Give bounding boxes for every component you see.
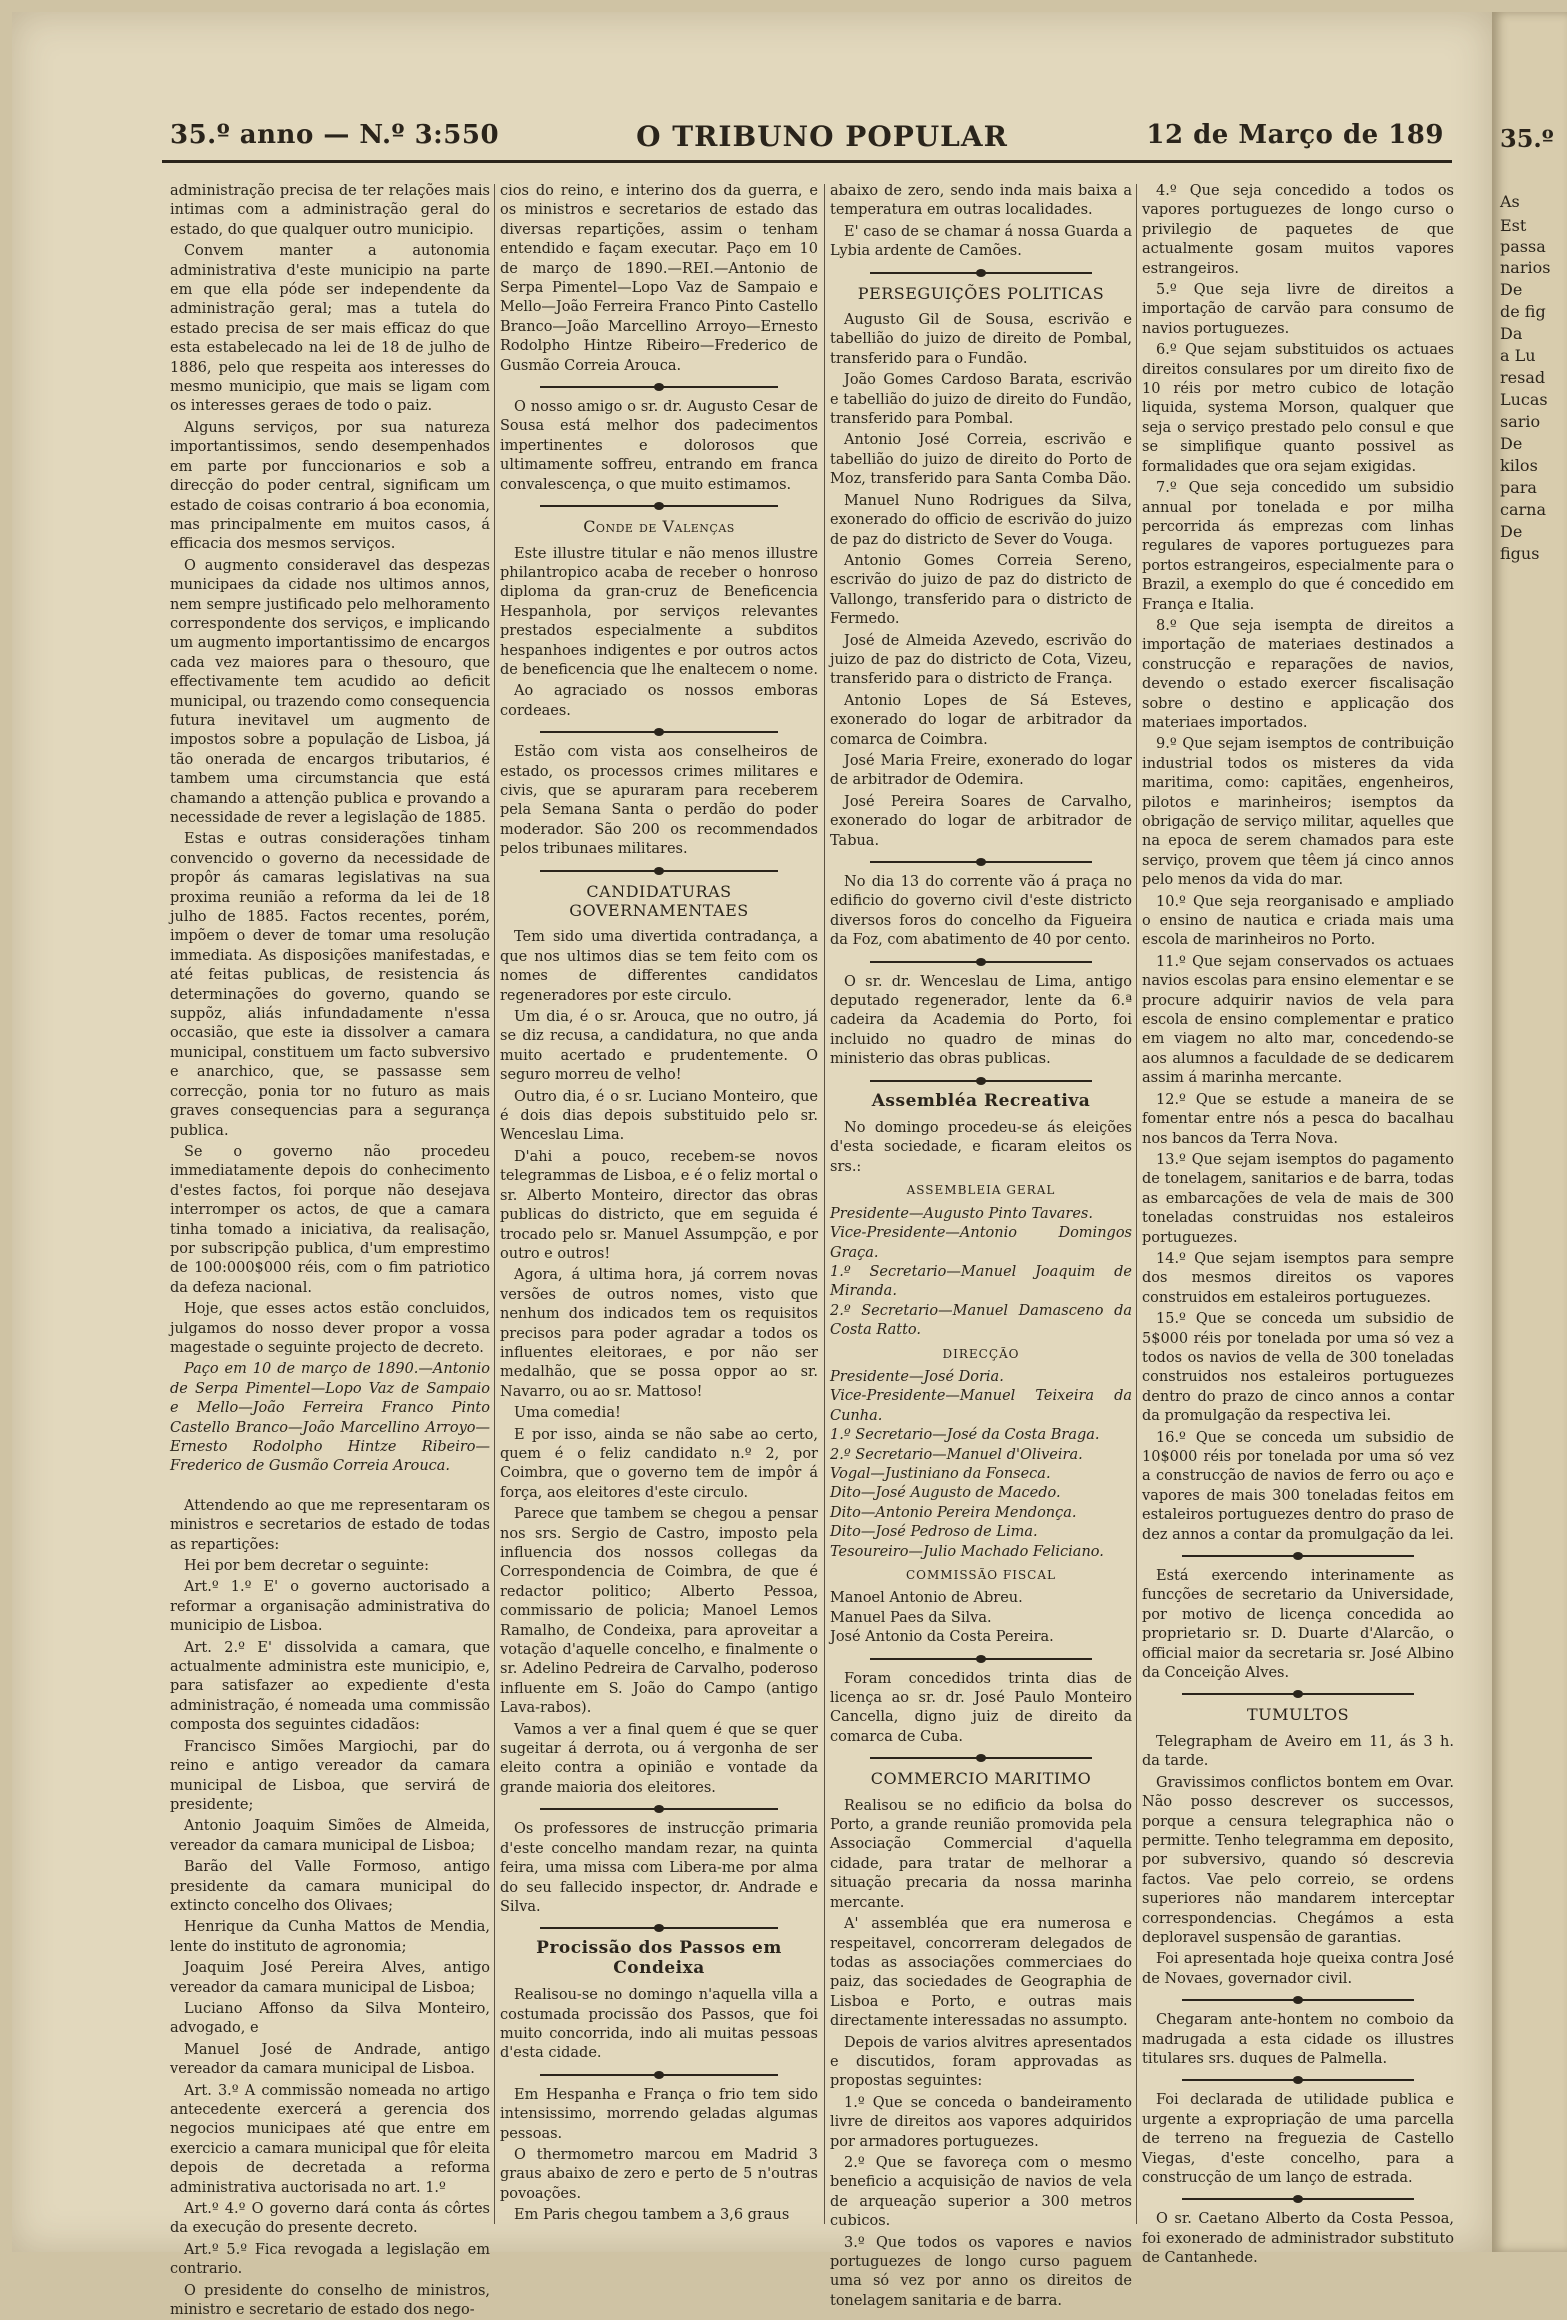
paragraph: Art.º 1.º E' o governo auctorisado a reformar a organisação administrativa do municipio de Lisboa. xyxy=(170,1579,490,1635)
separator xyxy=(870,1658,1092,1660)
column-2 xyxy=(500,182,818,2242)
list-item: 5.º Que seja livre de direitos a importação de carvão para consumo de navios portuguezes. xyxy=(1142,282,1454,337)
next-page-fragment: para xyxy=(1500,478,1537,497)
list-item: Dito—José Augusto de Macedo. xyxy=(830,1485,1061,1502)
list-item: Dito—Antonio Pereira Mendonça. xyxy=(830,1504,1077,1521)
list-item: Antonio Gomes Correia Sereno, escrivão do juizo de paz do districto de Vallongo, transferido para o districto de Fermedo. xyxy=(830,552,1132,628)
list-item: 6.º Que sejam substituidos os actuaes direitos consulares por um direito fixo de 10 réis por metro cubico de lotação liquida, systema Morson, qualquer que seja o serviço prestado pelo consul e que se simplifique quanto possivel as formalidades que ora sejam exigidas. xyxy=(1142,342,1454,475)
separator xyxy=(540,731,778,733)
column-1 xyxy=(170,182,490,2319)
paragraph: Estão com vista aos conselheiros de estado, os processos crimes militares e civis, que se apuraram para receberem pela Semana Santa o perdão do poder moderador. São 200 os recommendados pelos tribunaes militares. xyxy=(500,744,818,858)
paragraph: Joaquim José Pereira Alves, antigo vereador da camara municipal de Lisboa; xyxy=(170,1960,490,1996)
paragraph: Antonio Joaquim Simões de Almeida, vereador da camara municipal de Lisboa; xyxy=(170,1818,490,1854)
separator xyxy=(540,1927,778,1929)
paragraph: No dia 13 do corrente vão á praça no edificio do governo civil d'este districto diversos foros do concelho da Figueira da Foz, com abatimento de 40 por cento. xyxy=(830,874,1132,949)
list-item: Vice-Presidente—Manuel Teixeira da Cunha. xyxy=(830,1388,1132,1424)
separator xyxy=(540,2074,778,2076)
paragraph: abaixo de zero, sendo inda mais baixa a temperatura em outras localidades. xyxy=(830,183,1132,219)
list-item: 8.º Que seja isempta de direitos a importação de materiaes destinados a construcção e reparações de navios, devendo o estado exercer fiscalisação sobre o destino e applicação dos materiaes importados. xyxy=(1142,617,1454,731)
section-heading: PERSEGUIÇÕES POLITICAS xyxy=(857,283,1105,303)
newspaper-page xyxy=(12,12,1492,2319)
paragraph: O presidente do conselho de ministros, ministro e secretario de estado dos nego- xyxy=(170,2282,490,2319)
subheading: ASSEMBLEIA GERAL xyxy=(906,1183,1056,1198)
list-item: 9.º Que sejam isemptos de contribuição industrial todos os misteres da vida maritima, como: capitães, engenheiros, pilotos e marinheiros; isemptos da obrigação de serviço militar, aquelles que na epoca de serem chamados para este serviço, provem que têem já cinco annos pelo menos da vida do mar. xyxy=(1142,736,1454,889)
masthead xyxy=(162,120,1452,163)
separator xyxy=(1182,1999,1414,2001)
paragraph: Realisou se no edificio da bolsa do Porto, a grande reunião promovida pela Associação Commercial d'aquella cidade, para tratar de melhorar a situação precaria da nossa marinha mercante. xyxy=(830,1797,1132,1911)
subheading: COMMISSÃO FISCAL xyxy=(906,1568,1056,1582)
paragraph: 2.º Que se favoreça com o mesmo beneficio a acquisição de navios de vela de arqueação superior a 300 metros cubicos. xyxy=(830,2154,1132,2230)
paragraph: Uma comedia! xyxy=(514,1405,621,1422)
list-item: 4.º Que seja concedido a todos os vapores portuguezes de longo curso o privilegio de paquetes de que actualmente gosam muitos vapores estrangeiros. xyxy=(1142,183,1454,277)
section-heading: Conde de Valenças xyxy=(583,517,735,537)
newspaper-title: O TRIBUNO POPULAR xyxy=(636,120,1008,153)
separator xyxy=(1182,2079,1414,2081)
separator xyxy=(1182,1693,1414,1695)
paragraph: Hoje, que esses actos estão concluidos, julgamos do nosso dever propor a vossa magestade o seguinte projecto de decreto. xyxy=(170,1301,490,1356)
list-item: Manuel Paes da Silva. xyxy=(830,1609,992,1626)
paragraph: administração precisa de ter relações mais intimas com a administração geral do estado, do que qualquer outro municipio. xyxy=(170,183,490,238)
list-item: Tesoureiro—Julio Machado Feliciano. xyxy=(830,1543,1104,1560)
list-item: 10.º Que seja reorganisado e ampliado o ensino de nautica e criada mais uma escola de marinheiros no Porto. xyxy=(1142,893,1454,949)
list-item: João Gomes Cardoso Barata, escrivão e tabellião do juizo de direito do Fundão, transferido para Pombal. xyxy=(830,372,1132,428)
paragraph: Foram concedidos trinta dias de licença ao sr. dr. José Paulo Monteiro Cancella, digno juiz de direito da comarca de Cuba. xyxy=(830,1670,1132,1745)
paragraph: Art.º 4.º O governo dará conta ás côrtes da execução do presente decreto. xyxy=(170,2201,490,2237)
list-item: José Antonio da Costa Pereira. xyxy=(830,1629,1054,1646)
paragraph: Manuel José de Andrade, antigo vereador da camara municipal de Lisboa. xyxy=(170,2041,490,2078)
separator xyxy=(870,1757,1092,1759)
next-page-edge xyxy=(1492,12,1567,2252)
paragraph: Outro dia, é o sr. Luciano Monteiro, que é dois dias depois substituido pelo sr. Wenceslau Lima. xyxy=(500,1088,818,1144)
paragraph: Art. 2.º E' dissolvida a camara, que actualmente administra este municipio, e, para satisfazer ao expediente d'esta administração, é nomeada uma commissão composta dos seguintes cidadãos: xyxy=(170,1639,490,1734)
paragraph: Francisco Simões Margiochi, par do reino e antigo vereador da camara municipal de Lisboa, que servirá de presidente; xyxy=(170,1738,490,1813)
paragraph: E' caso de se chamar á nossa Guarda a Lybia ardente de Camões. xyxy=(830,223,1132,260)
list-item: Manuel Nuno Rodrigues da Silva, exonerado do officio de escrivão do juizo de paz do districto de Sever do Vouga. xyxy=(830,492,1132,548)
list-item: 13.º Que sejam isemptos do pagamento de tonelagem, sanitarios e de barra, todas as embarcações de vela de mais de 300 toneladas construidas nos estaleiros portuguezes. xyxy=(1142,1151,1454,1246)
paragraph: Foi apresentada hoje queixa contra José de Novaes, governador civil. xyxy=(1142,1951,1454,1987)
list-item: José Maria Freire, exonerado do logar de arbitrador de Odemira. xyxy=(830,752,1132,789)
paragraph: Attendendo ao que me representaram os ministros e secretarios de estado de todas as repartições: xyxy=(170,1497,490,1553)
paragraph: O augmento consideravel das despezas municipaes da cidade nos ultimos annos, nem sempre justificado pelo melhoramento correspondente dos serviços, e implicando um augmento importantissimo de encargos cada vez maiores para o thesouro, que effectivamente tem acudido ao deficit municipal, ou trazendo como consequencia futura inevitavel um augmento de impostos sobre a população de Lisboa, já tão onerada de encargos tributarios, é tambem uma circumstancia que está chamando a attenção publica e provando a necessidade de rever a legislação de 1885. xyxy=(170,557,490,826)
list-item: Antonio Lopes de Sá Esteves, exonerado do logar de arbitrador da comarca de Coimbra. xyxy=(830,692,1132,748)
list-item: Presidente—Augusto Pinto Tavares. xyxy=(830,1205,1093,1222)
list-item: 16.º Que se conceda um subsidio de 10$000 réis por tonelada por uma só vez a construcção de navios de ferro ou aço e vapores de mais 300 toneladas feitos em estaleiros portuguezes dentro do praso de dez annos a contar da promulgação da lei. xyxy=(1142,1429,1454,1543)
separator xyxy=(540,1808,778,1810)
separator xyxy=(870,861,1092,863)
paragraph: Henrique da Cunha Mattos de Mendia, lente do instituto de agronomia; xyxy=(170,1919,490,1955)
issue-number: 35.º anno — N.º 3:550 xyxy=(170,120,500,150)
paragraph: Hei por bem decretar o seguinte: xyxy=(184,1558,430,1575)
separator xyxy=(870,272,1092,274)
next-page-fragment: As xyxy=(1500,192,1520,211)
paragraph: E por isso, ainda se não sabe ao certo, quem é o feliz candidato n.º 2, por Coimbra, que o governo tem de impôr á força, aos eleitores d'este circulo. xyxy=(500,1426,818,1501)
section-heading: CANDIDATURAS GOVERNAMENTAES xyxy=(569,881,749,920)
separator xyxy=(870,961,1092,963)
next-page-fragment: a Lu xyxy=(1500,346,1536,365)
paragraph: D'ahi a pouco, recebem-se novos telegrammas de Lisboa, e é o feliz mortal o sr. Alberto Monteiro, director das obras publicas do districto, que em seguida é trocado pelo sr. Manuel Assumpção, e por outro e outros! xyxy=(500,1148,818,1262)
paragraph: Telegrapham de Aveiro em 11, ás 3 h. da tarde. xyxy=(1142,1733,1454,1770)
paragraph: Em Hespanha e França o frio tem sido intensissimo, morrendo geladas algumas pessoas. xyxy=(500,2086,818,2142)
paragraph: Este illustre titular e não menos illustre philantropico acaba de receber o honroso diploma da gran-cruz de Beneficencia Hespanhola, por serviços relevantes prestados especialmente a subditos hespanhoes indigentes e por outros actos de beneficencia que lhe enaltecem o nome. xyxy=(500,545,818,678)
paragraph: No domingo procedeu-se ás eleições d'esta sociedade, e ficaram eleitos os srs.: xyxy=(830,1120,1132,1175)
list-item: Antonio José Correia, escrivão e tabellião do juizo de direito do Porto de Moz, transferido para Santa Comba Dão. xyxy=(830,432,1132,488)
list-item: Augusto Gil de Sousa, escrivão e tabellião do juizo de direito de Pombal, transferido para o Fundão. xyxy=(830,312,1132,367)
next-page-fragment: passa xyxy=(1500,237,1546,256)
paragraph: O nosso amigo o sr. dr. Augusto Cesar de Sousa está melhor dos padecimentos impertinentes e dolorosos que ultimamente soffreu, entrando em franca convalescença, o que muito estimamos. xyxy=(500,399,818,493)
paragraph: Ao agraciado os nossos emboras cordeaes. xyxy=(500,683,818,719)
paragraph: Realisou-se no domingo n'aquella villa a costumada procissão dos Passos, que foi muito concorrida, indo ali muitas pessoas d'esta cidade. xyxy=(500,1987,818,2062)
list-item: Manoel Antonio de Abreu. xyxy=(830,1590,1023,1607)
paragraph: Art. 3.º A commissão nomeada no artigo antecedente exercerá a gerencia dos negocios municipaes até que entre em exercicio a camara municipal que fôr eleita depois de decretada a reforma administrativa auctorisada no art. 1.º xyxy=(170,2082,490,2196)
section-heading: TUMULTOS xyxy=(1246,1705,1350,1725)
section-heading: Assembléa Recreativa xyxy=(871,1090,1091,1111)
paragraph: Alguns serviços, por sua natureza importantissimos, sendo desempenhados em parte por funccionarios e sob a direcção do poder central, significam um estado de coisas contrario á boa economia, mas principalmente em muitos casos, á efficacia dos mesmos serviços. xyxy=(170,419,490,553)
column-rule xyxy=(1136,184,1137,2224)
paragraph: O sr. Caetano Alberto da Costa Pessoa, foi exonerado de administrador substituto de Cantanhede. xyxy=(1142,2211,1454,2267)
paragraph: O thermometro marcou em Madrid 3 graus abaixo de zero e perto de 5 n'outras povoações. xyxy=(500,2146,818,2202)
next-page-fragment: Lucas xyxy=(1500,390,1548,409)
list-item: 15.º Que se conceda um subsidio de 5$000 réis por tonelada por uma só vez a todos os navios de vella de 300 toneladas construidos nos estaleiros portuguezes dentro do prazo de cinco annos a contar da promulgação da respectiva lei. xyxy=(1142,1311,1454,1425)
separator xyxy=(540,386,778,388)
paragraph: O sr. dr. Wenceslau de Lima, antigo deputado regenerador, lente da 6.ª cadeira da Academia do Porto, foi incluido no quadro de minas do ministerio das obras publicas. xyxy=(830,973,1132,1068)
separator xyxy=(1182,2198,1414,2200)
paragraph: Vamos a ver a final quem é que se quer sugeitar á derrota, ou á vergonha de ser eleito contra a opinião e vontade da grande maioria dos eleitores. xyxy=(500,1721,818,1796)
section-heading: Procissão dos Passos em Condeixa xyxy=(536,1938,782,1978)
column-4 xyxy=(1142,182,1454,2267)
next-page-fragment: De xyxy=(1500,522,1523,541)
list-item: José Pereira Soares de Carvalho, exonerado do logar de arbitrador de Tabua. xyxy=(830,793,1132,849)
list-item: 11.º Que sejam conservados os actuaes navios escolas para ensino elementar e se procure adquirir navios de vela para escola de ensino complementar e pratico em viagem no alto mar, concedendo-se aos alumnos a faculdade de se dedicarem assim á marinha mercante. xyxy=(1142,953,1454,1087)
separator xyxy=(540,870,778,872)
list-item: 12.º Que se estude a maneira de se fomentar entre nós a pesca do bacalhau nos bancos da Terra Nova. xyxy=(1142,1091,1454,1147)
list-item: 2.º Secretario—Manuel d'Oliveira. xyxy=(830,1446,1083,1463)
paragraph: cios do reino, e interino dos da guerra, e os ministros e secretarios de estado das diversas repartições, assim o tenham entendido e façam executar. Paço em 10 de março de 1890.—REI.—Antonio de Serpa Pimentel—Lopo Vaz de Sampaio e Mello—João Ferreira Franco Pinto Castello Branco—João Marcellino Arroyo—Ernesto Rodolpho Hintze Ribeiro—Frederico de Gusmão Correia Arouca. xyxy=(500,183,818,374)
next-page-fragment: Da xyxy=(1500,324,1523,343)
list-item: Presidente—José Doria. xyxy=(830,1368,1004,1385)
list-item: 1.º Secretario—Manuel Joaquim de Miranda. xyxy=(830,1263,1132,1300)
next-page-fragment: kilos xyxy=(1500,456,1538,475)
paragraph: Paço em 10 de março de 1890.—Antonio de Serpa Pimentel—Lopo Vaz de Sampaio e Mello—João Ferreira Franco Pinto Castello Branco—João Marcellino Arroyo—Ernesto Rodolpho Hintze Ribeiro—Frederico de Gusmão Correia Arouca. xyxy=(170,1361,490,1475)
next-page-fragment: De xyxy=(1500,280,1523,299)
next-page-fragment: narios xyxy=(1500,258,1551,277)
list-item: 1.º Secretario—José da Costa Braga. xyxy=(830,1427,1100,1444)
list-item: 14.º Que sejam isemptos para sempre dos mesmos direitos os vapores construidos em estaleiros portuguezes. xyxy=(1142,1250,1454,1306)
subheading: DIRECÇÃO xyxy=(942,1346,1020,1361)
paragraph: Gravissimos conflictos bontem em Ovar. Não posso descrever os successos, porque a censura telegraphica não o permitte. Tenho telegramma em deposito, por subversivo, quando só descrevia factos. Vae pelo correio, se ordens superiores não mandarem interceptar correspondencias. Chegámos a esta deploravel suspensão de garantias. xyxy=(1142,1774,1454,1946)
paragraph: Um dia, é o sr. Arouca, que no outro, já se diz recusa, a candidatura, no que anda muito acertado e prudentemente. O seguro morreu de velho! xyxy=(500,1009,818,1084)
list-item: 7.º Que seja concedido um subsidio annual por tonelada e por milha percorrida ás emprezas com linhas regulares de vapores portuguezes para portos estrangeiros, especialmente para o Brazil, a exemplo do que é concedido em França e Italia. xyxy=(1142,480,1454,613)
section-heading: COMMERCIO MARITIMO xyxy=(870,1769,1092,1789)
next-page-fragment: figus xyxy=(1500,544,1540,563)
paragraph: 1.º Que se conceda o bandeiramento livre de direitos aos vapores adquiridos por armadores portuguezes. xyxy=(830,2094,1132,2150)
paragraph: Tem sido uma divertida contradança, a que nos ultimos dias se tem feito com os nomes de differentes candidatos regeneradores por este circulo. xyxy=(500,929,818,1004)
next-page-masthead: 35.º xyxy=(1500,124,1554,153)
next-page-fragment: resad xyxy=(1500,368,1546,387)
paragraph: Está exercendo interinamente as funcções de secretario da Universidade, por motivo de licença concedida ao proprietario sr. D. Duarte d'Alarcão, o official maior da secretaria sr. José Albino da Conceição Alves. xyxy=(1142,1568,1454,1682)
separator xyxy=(870,1080,1092,1082)
column-3 xyxy=(830,182,1132,2309)
paragraph: Em Paris chegou tambem a 3,6 graus xyxy=(514,2207,790,2224)
column-rule xyxy=(824,184,825,2224)
list-item: 2.º Secretario—Manuel Damasceno da Costa Ratto. xyxy=(830,1302,1132,1339)
list-item: Vogal—Justiniano da Fonseca. xyxy=(830,1465,1051,1482)
paragraph: Foi declarada de utilidade publica e urgente a expropriação de uma parcella de terreno na freguezia de Castello Viegas, d'este concelho, para a construcção de um lanço de estrada. xyxy=(1142,2092,1454,2186)
paragraph: 3.º Que todos os vapores e navios portuguezes de longo curso paguem uma só vez por anno os direitos de tonelagem sanitaria e de barra. xyxy=(830,2234,1132,2309)
paragraph: Barão del Valle Formoso, antigo presidente da camara municipal do extincto concelho dos Olivaes; xyxy=(170,1859,490,1914)
list-item: José de Almeida Azevedo, escrivão do juizo de paz do districto de Cota, Vizeu, transferido para o districto de França. xyxy=(830,632,1132,688)
issue-date: 12 de Março de 189 xyxy=(1146,120,1444,150)
paragraph: A' assembléa que era numerosa e respeitavel, concorreram delegados de todas as associações commerciaes do paiz, das sociedades de Geographia de Lisboa e Porto, e outras mais directamente interessadas no assumpto. xyxy=(830,1916,1132,2030)
paragraph: Se o governo não procedeu immediatamente depois do conhecimento d'estes factos, foi porque não desejava interromper os actos, de que a camara tinha tomado a iniciativa, da realisação, por subscripção publica, d'um emprestimo de 100:000$000 réis, com o fim patriotico da defeza nacional. xyxy=(170,1143,490,1296)
paragraph: Convem manter a autonomia administrativa d'este municipio na parte em que ella póde ser independente da administração geral; mas a tutela do estado precisa de ser mais efficaz do que esta estabelecado na lei de 18 de julho de 1886, pelo que respeita aos interesses do mesmo municipio, que mais se ligam com os interesses geraes de todo o paiz. xyxy=(170,243,490,415)
paragraph: Luciano Affonso da Silva Monteiro, advogado, e xyxy=(170,2000,490,2037)
next-page-fragment: de fig xyxy=(1500,302,1546,321)
paragraph: Agora, á ultima hora, já correm novas versões de outros nomes, visto que nenhum dos indicados tem os requisitos precisos para poder agradar a todos os influentes eleitoraes, e por não ser medalhão, que se possa oppor ao sr. Navarro, ou ao sr. Mattoso! xyxy=(500,1267,818,1400)
list-item: Vice-Presidente—Antonio Domingos Graça. xyxy=(830,1225,1132,1261)
next-page-fragment: Est xyxy=(1500,216,1527,235)
paragraph: Art.º 5.º Fica revogada a legislação em contrario. xyxy=(170,2241,490,2278)
paragraph: Chegaram ante-hontem no comboio da madrugada a esta cidade os illustres titulares srs. duques de Palmella. xyxy=(1142,2012,1454,2067)
separator xyxy=(1182,1555,1414,1557)
separator xyxy=(540,505,778,507)
paragraph: Depois de varios alvitres apresentados e discutidos, foram approvadas as propostas seguintes: xyxy=(830,2034,1132,2090)
next-page-fragment: sario xyxy=(1500,412,1541,431)
paragraph: Estas e outras considerações tinham convencido o governo da necessidade de propôr ás camaras legislativas na sua proxima reunião a reforma da lei de 18 julho de 1885. Factos recentes, porém, impõem o dever de tomar uma resolução immediata. As disposições manifestadas, e até feitas publicas, de resistencia ás determinações do governo, quando se suppõz, aliás infundadamente n'essa occasião, que este ia dissolver a camara municipal, constituem um facto subversivo e anarchico, que, se passasse sem correcção, ponia tor no futuro as mais graves consequencias para a segurança publica. xyxy=(170,831,490,1139)
list-item: Dito—José Pedroso de Lima. xyxy=(830,1524,1038,1541)
column-rule xyxy=(494,184,495,2224)
paragraph: Parece que tambem se chegou a pensar nos srs. Sergio de Castro, imposto pela influencia dos nossos collegas da Correspondencia de Coimbra, de que é redactor politico; Alberto Pessoa, commissario de policia; Manoel Lemos Ramalho, de Condeixa, para aproveitar a votação d'aquelle concelho, e finalmente o sr. Adelino Pedreira de Carvalho, poderoso influente em S. João do Campo (antigo Lava-rabos). xyxy=(500,1506,818,1717)
paragraph: Os professores de instrucção primaria d'este concelho mandam rezar, na quinta feira, uma missa com Libera-me por alma do seu fallecido inspector, dr. Andrade e Silva. xyxy=(500,1821,818,1915)
next-page-fragment: De xyxy=(1500,434,1523,453)
next-page-fragment: carna xyxy=(1500,500,1546,519)
